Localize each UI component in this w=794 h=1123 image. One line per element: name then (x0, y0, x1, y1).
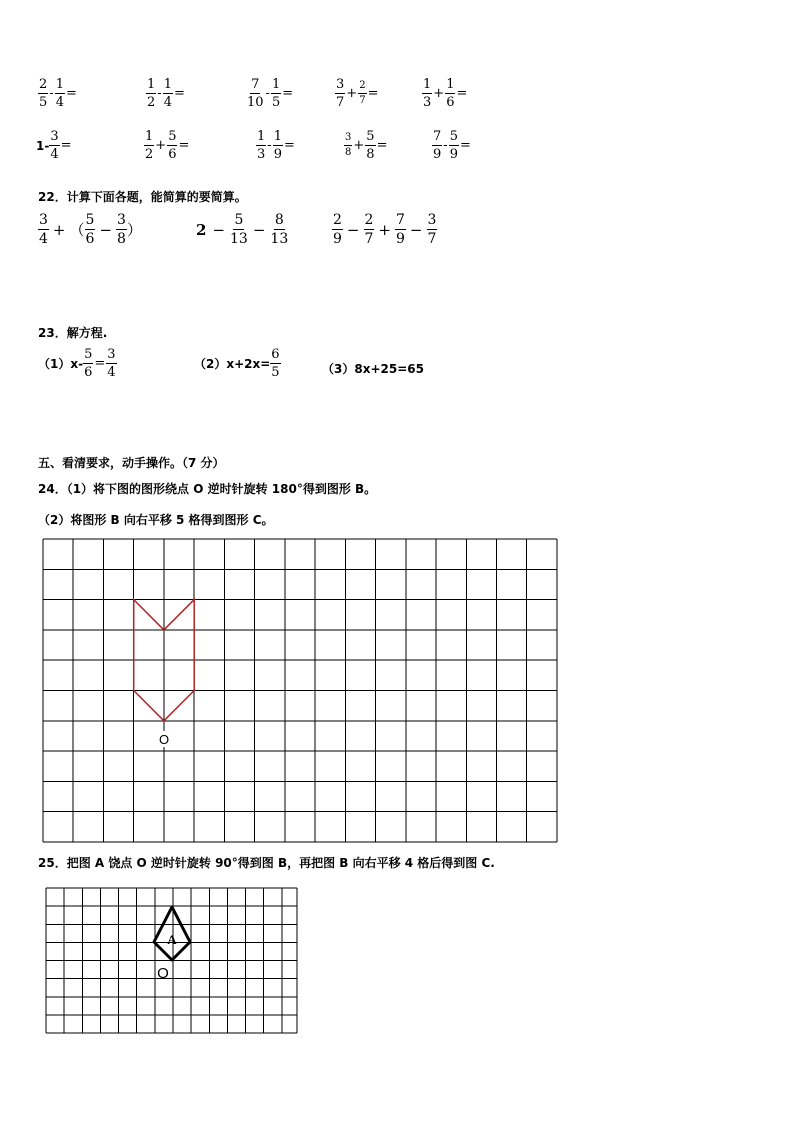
fraction: $\frac{6}{5}$ (271, 347, 280, 380)
q21-r1-expr1: $\frac{2}{5}$ - $\frac{1}{4}$ = (39, 77, 77, 110)
q24-point-o-label: O (158, 732, 170, 747)
q25-point-o-label: O (157, 965, 169, 982)
fraction: $\frac{2}{5}$ (39, 77, 48, 110)
q24-grid (43, 539, 557, 842)
fraction: $\frac{8}{13}$ (270, 212, 289, 247)
q21-r2-expr2: $\frac{1}{2}$ + $\frac{5}{6}$ = (145, 129, 190, 162)
fraction: $\frac{3}{7}$ (336, 77, 345, 110)
fraction: $\frac{1}{4}$ (55, 77, 64, 110)
fraction: $\frac{1}{3}$ (423, 77, 432, 110)
q22-expr1: $\frac{3}{4}$ + （ $\frac{5}{6}$ − $\frac{3}{8}$ ） (39, 212, 142, 247)
q23-title: 23．解方程. (38, 326, 108, 340)
q24-instruction2: （2）将图形 B 向右平移 5 格得到图形 C。 (38, 513, 274, 527)
fraction: $\frac{2}{9}$ (333, 212, 342, 247)
fraction: $\frac{3}{4}$ (39, 212, 48, 247)
q21-r2-expr3: $\frac{1}{3}$ - $\frac{1}{9}$ = (257, 129, 295, 162)
fraction: $\frac{5}{6}$ (85, 212, 95, 247)
fraction: $\frac{3}{8}$ (345, 132, 352, 158)
fraction: $\frac{3}{8}$ (117, 212, 126, 247)
fraction: $\frac{1}{9}$ (273, 129, 282, 162)
q25-shape-a-label: A (167, 932, 177, 947)
fraction: $\frac{1}{2}$ (145, 129, 154, 162)
q21-r1-expr2: $\frac{1}{2}$ - $\frac{1}{4}$ = (147, 77, 185, 110)
fraction: $\frac{7}{9}$ (433, 129, 442, 162)
fraction: $\frac{5}{6}$ (84, 347, 93, 380)
fraction: $\frac{5}{9}$ (449, 129, 458, 162)
fraction: $\frac{5}{6}$ (168, 129, 177, 162)
fraction: $\frac{7}{9}$ (396, 212, 405, 247)
section5-title: 五、看清要求，动手操作。（7 分） (38, 456, 225, 470)
fraction: $\frac{1}{5}$ (271, 77, 281, 110)
q21-r2-expr1: 1- $\frac{3}{4}$ = (36, 129, 72, 162)
q21-r1-expr3: $\frac{7}{10}$ - $\frac{1}{5}$ = (247, 77, 294, 110)
fraction: $\frac{3}{7}$ (427, 212, 437, 247)
q25-grid-figure (45, 887, 301, 1035)
q23-eq3: （3）8x+25=65 (322, 362, 424, 376)
q22-expr3: $\frac{2}{9}$ − $\frac{2}{7}$ + $\frac{7}{9}$ − $\frac{3}{7}$ (333, 212, 437, 247)
q22-title: 22．计算下面各题，能简算的要简算。 (38, 190, 247, 204)
q23-eq1: （1）x- $\frac{5}{6}$ = $\frac{3}{4}$ (38, 347, 116, 380)
q21-r2-expr5: $\frac{7}{9}$ - $\frac{5}{9}$ = (433, 129, 471, 162)
fraction: $\frac{7}{10}$ (247, 77, 264, 110)
q21-r1-expr4: $\frac{3}{7}$ + $\frac{2}{7}$ = (336, 77, 379, 110)
fraction: $\frac{1}{6}$ (446, 77, 455, 110)
fraction: $\frac{3}{4}$ (50, 129, 59, 162)
q23-eq2: （2）x+2x= $\frac{6}{5}$ (194, 347, 280, 380)
q24-instruction1: 24．（1）将下图的图形绕点 O 逆时针旋转 180°得到图形 B。 (38, 482, 377, 496)
fraction: $\frac{2}{7}$ (364, 212, 374, 247)
q22-expr2: 2 − $\frac{5}{13}$ − $\frac{8}{13}$ (196, 212, 289, 247)
fraction: $\frac{3}{4}$ (107, 347, 116, 380)
fraction: $\frac{5}{13}$ (230, 212, 248, 247)
q24-grid-figure (42, 538, 560, 844)
fraction: $\frac{5}{8}$ (366, 129, 375, 162)
q21-r1-expr5: $\frac{1}{3}$ + $\frac{1}{6}$ = (423, 77, 468, 110)
q21-r2-expr4: $\frac{3}{8}$ + $\frac{5}{8}$ = (345, 129, 388, 162)
fraction: $\frac{2}{7}$ (359, 80, 366, 106)
fraction: $\frac{1}{4}$ (163, 77, 172, 110)
fraction: $\frac{1}{2}$ (147, 77, 156, 110)
q25-instruction: 25．把图 A 饶点 O 逆时针旋转 90°得到图 B，再把图 B 向右平移 4 格后得到图 C. (38, 856, 495, 870)
fraction: $\frac{1}{3}$ (257, 129, 266, 162)
